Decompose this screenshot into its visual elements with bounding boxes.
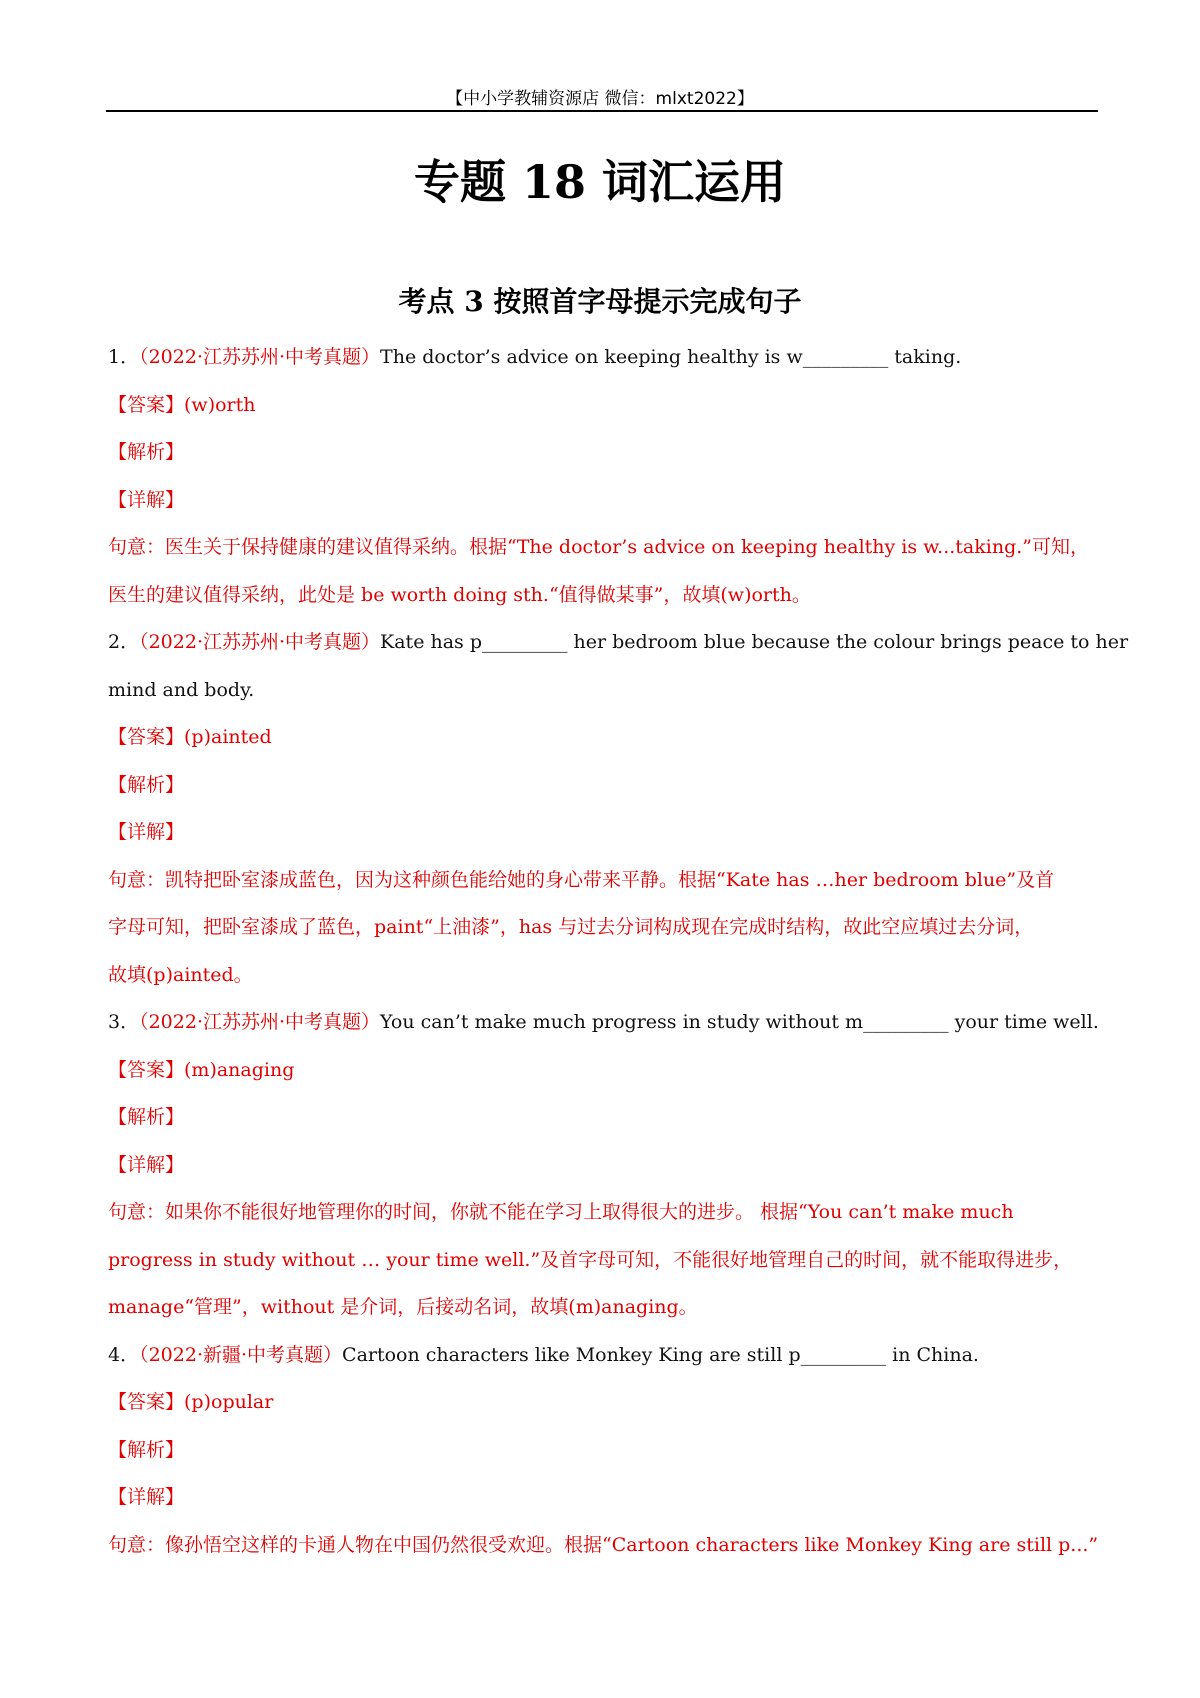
question-source: （2022·江苏苏州·中考真题）: [139, 1011, 381, 1033]
answer-row: [108, 1379, 1098, 1427]
question-source: （2022·新疆·中考真题）: [139, 1343, 343, 1366]
detail-label: 【详解】: [108, 821, 185, 843]
detail-label: 【详解】: [108, 488, 185, 511]
question-number: 2．: [108, 631, 140, 653]
explanation-line: progress in study without … your time well.”及首字母可知，不能很好地管理自己的时间，就不能取得进步，: [108, 1248, 1073, 1271]
explanation-line: 字母可知，把卧室漆成了蓝色，paint“上油漆”，has 与过去分词构成现在完成时结构，故此空应填过去分词，: [108, 916, 1034, 938]
question-item: [108, 1332, 1098, 1570]
answer-row: [108, 714, 1098, 762]
explanation-line: 句意：如果你不能很好地管理你的时间，你就不能在学习上取得很大的进步。 根据“You can’t make much: [108, 1201, 1014, 1223]
question-text: You can’t make much progress in study without m_________ your time well.: [380, 1011, 1099, 1033]
analysis-label: 【解析】: [108, 441, 185, 463]
analysis-label: 【解析】: [108, 773, 185, 796]
question-text: Cartoon characters like Monkey King are still p_________ in China.: [342, 1343, 979, 1366]
answer-row: [108, 1047, 1098, 1095]
explanation-line: 句意：像孙悟空这样的卡通人物在中国仍然很受欢迎。根据“Cartoon characters like Monkey King are still p...”: [108, 1533, 1099, 1556]
header-divider: [106, 110, 1098, 112]
answer-label: 【答案】: [108, 726, 185, 748]
explanation-line: 句意：医生关于保持健康的建议值得采纳。根据“The doctor’s advice on keeping healthy is w...taking.”可知，: [108, 536, 1089, 558]
explanation-line: 句意：凯特把卧室漆成蓝色，因为这种颜色能给她的身心带来平静。根据“Kate has …her bedroom blue”及首: [108, 868, 1055, 891]
question-number: 4．: [108, 1343, 140, 1366]
question-item: [108, 619, 1129, 999]
question-list: [108, 334, 1129, 1569]
section-subtitle: 考点 3 按照首字母提示完成句子: [398, 285, 802, 318]
page-title: 专题 18 词汇运用: [413, 155, 787, 209]
question-item: [108, 334, 1098, 619]
question-text-continued: mind and body.: [108, 678, 255, 701]
question-stem: [108, 334, 1098, 382]
analysis-label: 【解析】: [108, 1438, 185, 1461]
answer-value: (m)anaging: [184, 1058, 295, 1081]
question-source: （2022·江苏苏州·中考真题）: [139, 631, 381, 653]
question-text: The doctor’s advice on keeping healthy is w_________ taking.: [380, 346, 962, 368]
question-number: 1．: [108, 346, 140, 368]
answer-row: [108, 382, 1098, 430]
detail-label: 【详解】: [108, 1153, 185, 1176]
analysis-label: 【解析】: [108, 1106, 185, 1128]
question-stem: [108, 1332, 1098, 1380]
question-stem: [108, 619, 1129, 667]
question-item: [108, 999, 1098, 1332]
question-source: （2022·江苏苏州·中考真题）: [139, 346, 381, 368]
explanation-line: 医生的建议值得采纳，此处是 be worth doing sth.“值得做某事”，故填(w)orth。: [108, 583, 811, 606]
answer-label: 【答案】: [108, 1058, 185, 1081]
explanation-line: 故填(p)ainted。: [108, 963, 253, 986]
question-text: Kate has p_________ her bedroom blue because the colour brings peace to her: [380, 631, 1129, 653]
answer-label: 【答案】: [108, 1391, 185, 1413]
question-number: 3．: [108, 1011, 140, 1033]
answer-label: 【答案】: [108, 393, 185, 416]
explanation-line: manage“管理”，without 是介词，后接动名词，故填(m)anaging。: [108, 1296, 698, 1318]
question-stem: [108, 999, 1098, 1047]
answer-value: (p)ainted: [184, 726, 272, 748]
answer-value: (w)orth: [184, 393, 256, 416]
detail-label: 【详解】: [108, 1486, 185, 1508]
answer-value: (p)opular: [184, 1391, 274, 1413]
page-header: 【中小学教辅资源店 微信：mlxt2022】: [446, 89, 754, 109]
